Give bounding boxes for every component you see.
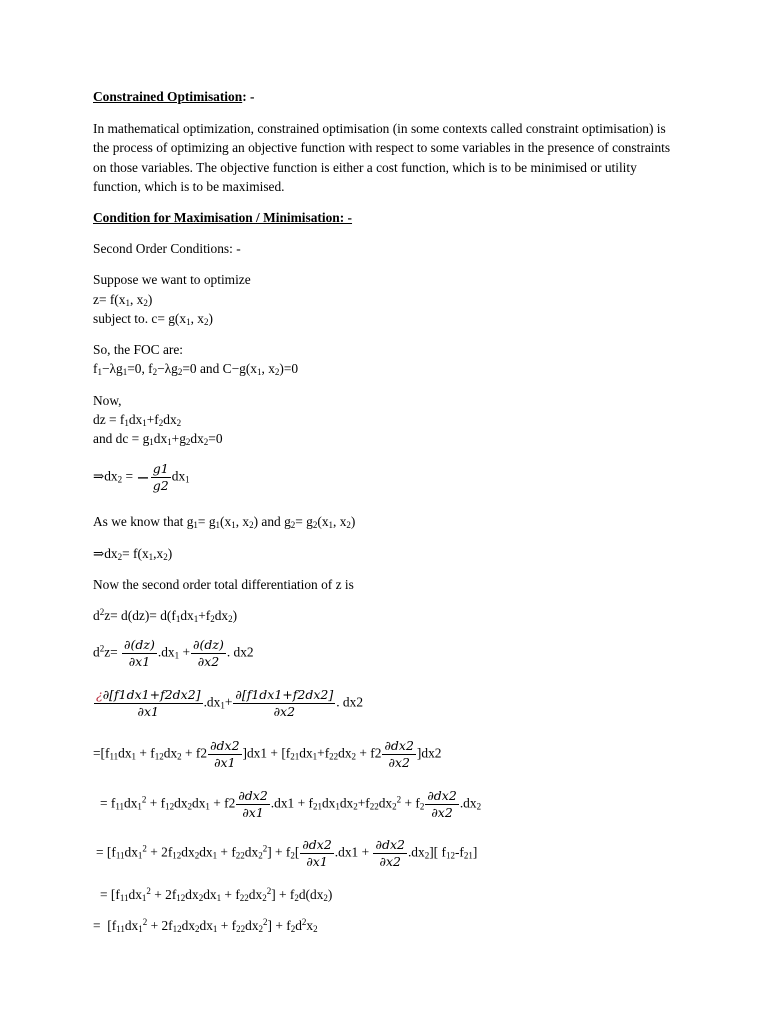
- constraint-function: subject to. $c= g(x_1$, $x_2$): [93, 311, 213, 327]
- suppose-line: Suppose we want to optimize: [93, 272, 251, 287]
- g-functions-line: As we know that $g_1= g_1(x_1$, $x_2$) and $g_2= g_2(x_1$, $x_2$): [93, 514, 356, 530]
- foc-equations: $f_1-\lambda g_1=0$, $f_2-\lambda g_2=0$ and $C-g(x_1$, $x_2)=0$: [93, 361, 299, 377]
- d2z-expanded: $\frac{¿\partial[f1dx1+f2dx2]}{\partial x1}$ $.dx_1+$ $\frac{\partial[f1dx1+f2dx2]}{\partial x2}$ . dx2: [96, 687, 364, 719]
- intro-paragraph: In mathematical optimization, constrained optimisation (in some contexts called constraint optimisation) is the process of optimizing an objective function with respect to some variables in the presence of constraints on those variables. The objective function is either a cost function, which is to be minimised or utility function, which is to be maximised.: [93, 121, 671, 194]
- second-order-label: Second Order Conditions: -: [93, 241, 241, 256]
- d2z-step-3: = $[f_{11}dx_1^2 + 2f_{12}dx_2dx_1 + f_{22}dx_2^2] + f_2$[ $\frac{\partial dx2}{\partial x1}$ .dx1 + $\frac{\partial dx2}{\partial x2}$ $.dx_2$][ $f_{12}-f_{21}$]: [96, 837, 478, 869]
- g1-over-g2-fraction: $\frac{g1}{g2}$: [152, 461, 169, 493]
- condition-heading: Condition for Maximisation / Minimisation: -: [93, 210, 353, 225]
- dz-equation: dz = $f_1dx_1+f_2dx_2$: [93, 412, 182, 428]
- document-title: Constrained Optimisation: -: [93, 89, 255, 104]
- now-label: Now,: [93, 393, 122, 408]
- dc-equation: and dc = $g_1dx_1+g_2dx_2=0$: [93, 431, 223, 447]
- foc-label: So, the FOC are:: [93, 342, 184, 357]
- d2z-final: = $[f_{11}dx_1^2 + 2f_{12}dx_2dx_1 + f_{22}dx_2^2] + f_2d^2x_2$: [93, 917, 318, 934]
- d2z-step-4: = $[f_{11}dx_1^2 + 2f_{12}dx_2dx_1 + f_{22}dx_2^2] + f_2d(dx_2)$: [100, 886, 333, 903]
- dx2-solution: $\Rightarrow dx_2$ = − $\frac{g1}{g2}$ $dx_1$: [93, 461, 190, 493]
- d2z-step-1: $=[f_{11}dx_1 + f_{12}dx_2 + f2$ $\frac{\partial dx2}{\partial x1}$ ]$dx1 + [f_{21}dx_1+f_{22}dx_2 + f2$ $\frac{\partial dx2}{\partial x2}$ ]dx2: [93, 738, 442, 770]
- d2z-definition: $d^2z= d(dz)= d(f_1dx_1+f_2dx_2)$: [93, 607, 238, 624]
- second-order-intro: Now the second order total differentiation of z is: [93, 577, 354, 592]
- d2z-step-2: = $f_{11}dx_1^2 + f_{12}dx_2dx_1 + f2$ $\frac{\partial dx2}{\partial x1}$ $.dx1 + f_{21}dx_1dx_2+f_{22}dx_2^2 + f_2$ $\frac{\partial dx2}{\partial x2}$ $.dx_2$: [100, 788, 482, 820]
- dx2-function: $\Rightarrow dx_2= f(x_1,x_2)$: [93, 546, 173, 562]
- objective-function: $z= f(x_1$, $x_2$): [93, 292, 153, 308]
- d2z-partials: $d^2z=$ $\frac{\partial(dz)}{\partial x1}$ $.dx_1$ + $\frac{\partial(dz)}{\partial x2}$ . dx2: [93, 637, 254, 669]
